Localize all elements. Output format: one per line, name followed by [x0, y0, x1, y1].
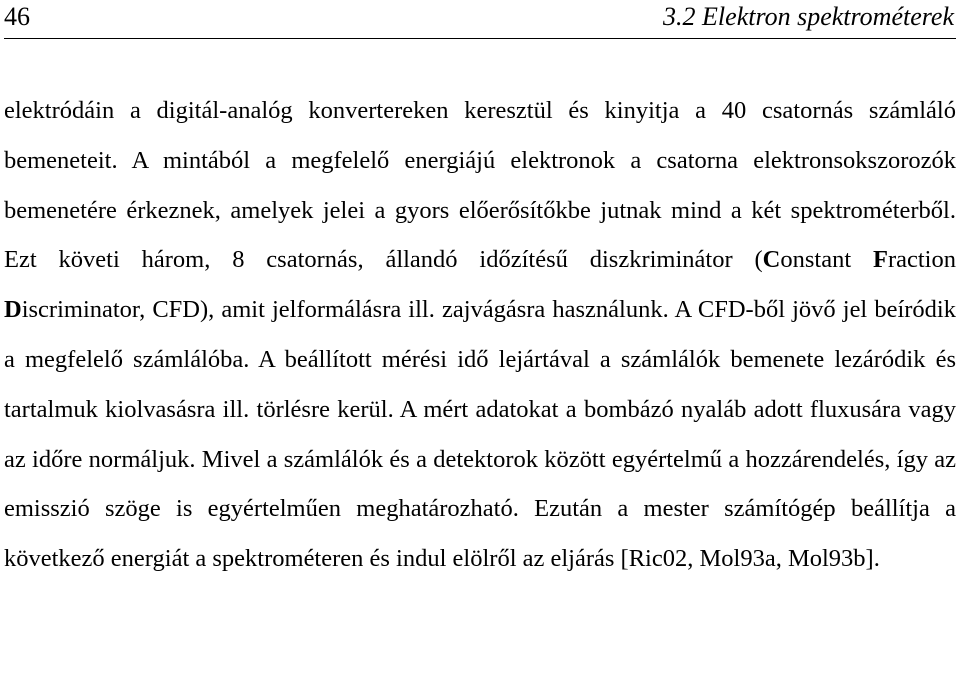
page-header	[4, 0, 956, 36]
acronym-letter-c: C	[762, 246, 781, 274]
acronym-word-discriminator: iscriminator, CFD	[21, 296, 200, 324]
acronym-letter-f: F	[873, 246, 888, 274]
paragraph-text-2: ), amit jelformálásra ill. zajvágásra használunk. A CFD-ből jövő jel beíródik a megfelelő számlálóba. A beállított mérési idő lejártával a számlálók bemenete lezáródik és tartalmuk kiolvasásra ill. törlésre kerül. A mért adatokat a bombázó nyaláb adott fluxusára vagy az időre normáljuk. Mivel a számlálók és a detektorok között egyértelmű a hozzárendelés, így az emisszió szöge is egyértelműen meghatározható. Ezután a mester számítógép beállítja a következő energiát a spektrométeren és indul elölről az eljárás [Ric02, Mol93a, Mol93b].	[4, 296, 956, 573]
paragraph-text-1: elektródáin a digitál-analóg konvertereken keresztül és kinyitja a 40 csatornás számláló bemeneteit. A mintából a megfelelő energiájú elektronok a csatorna elektronsokszorozók bemenetére érkeznek, amelyek jelei a gyors előerősítőkbe jutnak mind a két spektrométerből. Ezt követi három, 8 csatornás, állandó időzítésű diszkriminátor (	[4, 97, 956, 274]
section-title: 3.2 Elektron spektrométerek	[663, 2, 954, 31]
acronym-word-fraction: raction	[887, 246, 956, 274]
body-paragraph	[4, 86, 956, 584]
header-rule	[4, 38, 956, 39]
acronym-word-constant: onstant	[780, 246, 873, 274]
acronym-letter-d: D	[4, 296, 22, 324]
page-number: 46	[4, 2, 30, 31]
